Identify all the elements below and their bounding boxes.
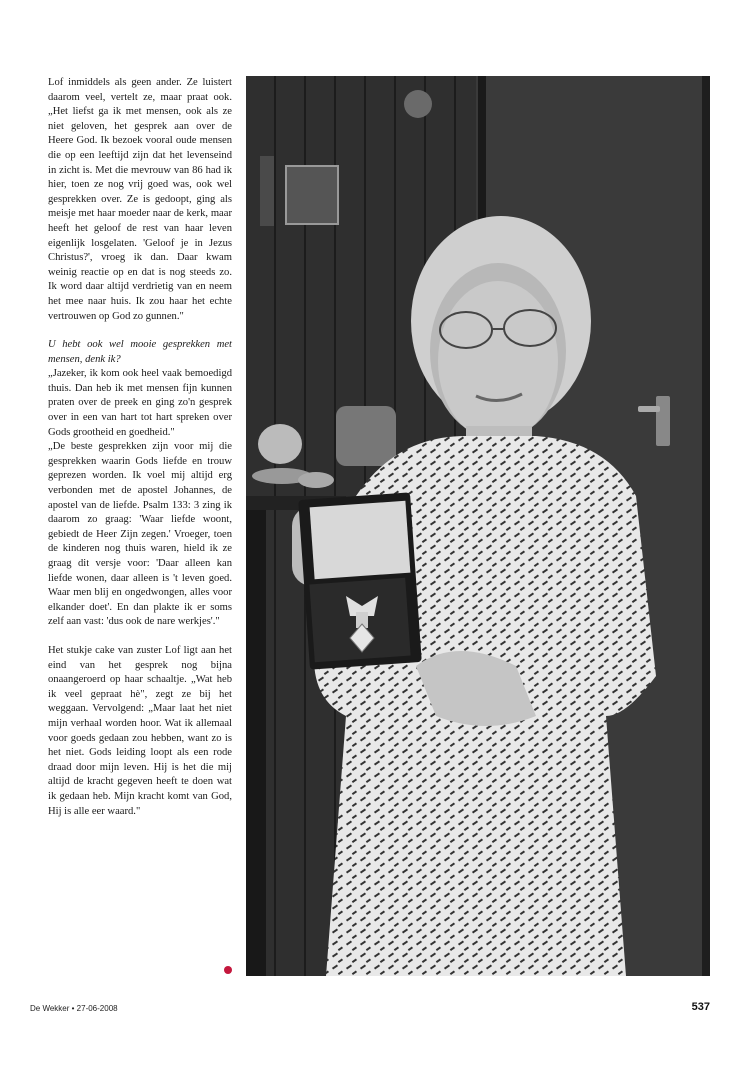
article-paragraph-2: „Jazeker, ik kom ook heel vaak bemoedigd thuis. Dan heb ik met mensen fijn kunnen praten over de preek en ging zo'n gesprek over in een van hart tot hart spreken over Gods grootheid en goedheid." [48,368,232,438]
publication-footer: De Wekker • 27-06-2008 [30,1004,118,1013]
portrait-photo [246,76,710,976]
end-of-article-bullet [224,966,232,974]
article-paragraph-4: Het stukje cake van zuster Lof ligt aan het eind van het gesprek nog bijna onaangeroerd op haar schaaltje. „Wat heb ik veel gepraat hè", zegt ze bij het weggaan. Vervolgend: „Maar laat het niet mijn verhaal worden hoor. Wat ik allemaal voor goeds gedaan zou hebben, want zo is het niet. Gods leiding loopt als een rode draad door mijn leven. Hij is het die mij altijd de kracht gegeven heeft te doen wat ik gedaan heb. Mijn kracht komt van God, Hij is alle eer waard." [48,644,232,817]
photo-illustration [246,76,710,976]
interview-question: U hebt ook wel mooie gesprekken met mensen, denk ik? [48,339,232,365]
page-number: 537 [691,1001,710,1013]
article-paragraph-3: „De beste gesprekken zijn voor mij die gesprekken waarin Gods liefde en trouw geprezen worden. Ik voel mij altijd erg verbonden met de apostel Johannes, de apostel van de liefde. Psalm 133: 3 zing ik daarom zo graag: 'Waar liefde woont, gebiedt de Heer Zijn zegen.' Vroeger, toen de kinderen nog thuis waren, hield ik ze graag dit versje voor: 'Daar alleen kan liefde wonen, daar alleen is 't leven goed. Waar men blij en ongedwongen, alles voor elkander doet'. En dan plakte ik er soms zelf aan vast: 'dus ook de nare werkjes'." [48,441,232,628]
article-column [48,76,232,819]
article-paragraph-1: Lof inmiddels als geen ander. Ze luistert daarom veel, vertelt ze, maar praat ook. „Het liefst ga ik met mensen, ook als ze niet geloven, het gesprek aan over de Heere God. Ik bezoek vooral oude mensen die op een leeftijd zijn dat het levenseind in zicht is. Met die mevrouw van 86 had ik hier, toen ze nog vrij goed was, ook wel gesprekken over. Ze is gedoopt, ging als meisje met haar moeder naar de kerk, maar heeft het geloof de rest van haar leven eigenlijk losgelaten. 'Geloof je in Jezus Christus?', vroeg ik dan. Daar kwam weinig reactie op en dat is nog steeds zo. Ik word daar altijd verdrietig van en neem het mee naar huis. Ik zou haar het echte vertrouwen op God zo gunnen." [48,77,232,322]
